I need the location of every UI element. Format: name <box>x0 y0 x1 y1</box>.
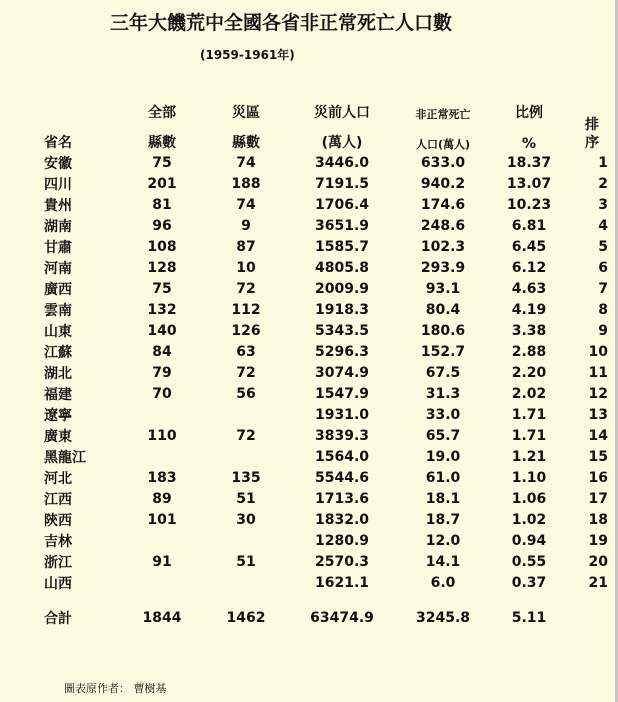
table-row <box>38 488 614 509</box>
cell-abnormal-deaths: 65.7 <box>425 427 461 444</box>
cell-rank: 6 <box>598 259 608 276</box>
cell-ratio: 1.71 <box>511 427 547 444</box>
cell-ratio: 1.21 <box>511 448 547 465</box>
header-rank <box>570 96 614 152</box>
cell-disaster-counties <box>206 572 286 593</box>
cell-abnormal-deaths: 67.5 <box>425 364 461 381</box>
cell-total-counties: 75 <box>152 154 172 171</box>
cell-province: 廣西 <box>44 281 72 298</box>
cell-rank: 21 <box>588 574 608 591</box>
cell-total-counties: 96 <box>152 217 172 234</box>
cell-disaster-counties: 51 <box>236 553 256 570</box>
cell-province: 河南 <box>44 260 72 277</box>
cell-total-counties: 70 <box>152 385 172 402</box>
header-rank-line1: 排 <box>585 117 599 133</box>
cell-disaster-counties <box>206 446 286 467</box>
cell-rank: 2 <box>598 175 608 192</box>
cell-rank: 10 <box>588 343 608 360</box>
cell-pre-population: 3446.0 <box>314 154 370 171</box>
pre-population-sum: 63474.9 <box>310 609 374 626</box>
header-province-blank <box>38 96 118 122</box>
cell-abnormal-deaths: 174.6 <box>420 196 466 213</box>
cell-province: 吉林 <box>44 533 72 550</box>
table-row <box>38 173 614 194</box>
cell-rank: 3 <box>598 196 608 213</box>
cell-total-counties: 108 <box>147 238 177 255</box>
cell-disaster-counties: 87 <box>236 238 256 255</box>
cell-disaster-counties: 112 <box>231 301 261 318</box>
cell-ratio: 1.10 <box>511 469 547 486</box>
cell-province: 湖南 <box>44 218 72 235</box>
cell-ratio: 3.38 <box>511 322 547 339</box>
cell-ratio: 6.12 <box>511 259 547 276</box>
cell-province: 雲南 <box>44 302 72 319</box>
cell-province: 山西 <box>44 575 72 592</box>
cell-disaster-counties: 188 <box>231 175 261 192</box>
table-row <box>38 215 614 236</box>
table-body <box>38 152 614 593</box>
cell-total-counties: 128 <box>147 259 177 276</box>
table-row <box>38 404 614 425</box>
cell-total-counties: 132 <box>147 301 177 318</box>
abnormal-deaths-sum: 3245.8 <box>415 609 471 626</box>
cell-rank: 19 <box>588 532 608 549</box>
cell-abnormal-deaths: 31.3 <box>425 385 461 402</box>
header-total-counties-line2: 縣數 <box>148 135 176 151</box>
cell-province: 河北 <box>44 470 72 487</box>
cell-pre-population: 5343.5 <box>314 322 370 339</box>
cell-province: 甘肅 <box>44 239 72 256</box>
cell-abnormal-deaths: 19.0 <box>425 448 461 465</box>
cell-disaster-counties: 74 <box>236 154 256 171</box>
cell-total-counties <box>118 572 206 593</box>
cell-rank: 18 <box>588 511 608 528</box>
cell-disaster-counties: 72 <box>236 364 256 381</box>
header-rank-line2: 序 <box>585 135 599 151</box>
total-label: 合計 <box>44 610 72 627</box>
cell-province: 浙江 <box>44 554 72 571</box>
total-row <box>38 607 614 628</box>
cell-abnormal-deaths: 293.9 <box>420 259 466 276</box>
header-ratio-line1: 比例 <box>515 105 543 121</box>
cell-disaster-counties: 72 <box>236 427 256 444</box>
table-row <box>38 236 614 257</box>
cell-pre-population: 4805.8 <box>314 259 370 276</box>
cell-total-counties: 201 <box>147 175 177 192</box>
table-row <box>38 341 614 362</box>
cell-disaster-counties: 56 <box>236 385 256 402</box>
cell-rank: 7 <box>598 280 608 297</box>
table-row <box>38 320 614 341</box>
cell-ratio: 4.63 <box>511 280 547 297</box>
cell-pre-population: 2009.9 <box>314 280 370 297</box>
cell-disaster-counties: 63 <box>236 343 256 360</box>
cell-rank: 9 <box>598 322 608 339</box>
table-row <box>38 551 614 572</box>
cell-abnormal-deaths: 18.1 <box>425 490 461 507</box>
table-row <box>38 278 614 299</box>
cell-ratio: 1.71 <box>511 406 547 423</box>
cell-province: 福建 <box>44 386 72 403</box>
header-pre-population-line1: 災前人口 <box>314 105 370 121</box>
header-pre-population-line2: (萬人) <box>321 135 363 151</box>
cell-total-counties: 101 <box>147 511 177 528</box>
cell-ratio: 4.19 <box>511 301 547 318</box>
cell-province: 湖北 <box>44 365 72 382</box>
cell-abnormal-deaths: 180.6 <box>420 322 466 339</box>
cell-province: 江西 <box>44 491 72 508</box>
header-ratio-line2: % <box>521 136 537 152</box>
header-row-2 <box>38 122 614 152</box>
cell-rank: 11 <box>588 364 608 381</box>
cell-total-counties <box>118 530 206 551</box>
cell-abnormal-deaths: 14.1 <box>425 553 461 570</box>
cell-total-counties: 81 <box>152 196 172 213</box>
header-disaster-counties-line1: 災區 <box>232 105 260 121</box>
cell-ratio: 6.81 <box>511 217 547 234</box>
cell-abnormal-deaths: 33.0 <box>425 406 461 423</box>
cell-rank: 16 <box>588 469 608 486</box>
cell-ratio: 2.20 <box>511 364 547 381</box>
header-row-1 <box>38 96 614 122</box>
cell-rank: 4 <box>598 217 608 234</box>
cell-pre-population: 1931.0 <box>314 406 370 423</box>
header-abnormal-deaths-line1: 非正常死亡 <box>415 108 471 121</box>
cell-pre-population: 1706.4 <box>314 196 370 213</box>
table-row <box>38 530 614 551</box>
cell-total-counties: 110 <box>147 427 177 444</box>
cell-rank: 14 <box>588 427 608 444</box>
cell-pre-population: 5296.3 <box>314 343 370 360</box>
cell-disaster-counties: 72 <box>236 280 256 297</box>
table-row <box>38 194 614 215</box>
spacer-row <box>38 593 614 607</box>
cell-abnormal-deaths: 248.6 <box>420 217 466 234</box>
ratio-overall: 5.11 <box>511 609 547 626</box>
cell-ratio: 2.02 <box>511 385 547 402</box>
cell-province: 貴州 <box>44 197 72 214</box>
cell-province: 廣東 <box>44 428 72 445</box>
cell-rank: 8 <box>598 301 608 318</box>
cell-disaster-counties: 9 <box>241 217 251 234</box>
cell-province: 四川 <box>44 176 72 193</box>
cell-rank: 15 <box>588 448 608 465</box>
cell-pre-population: 1280.9 <box>314 532 370 549</box>
cell-ratio: 2.88 <box>511 343 547 360</box>
cell-province: 江蘇 <box>44 344 72 361</box>
cell-pre-population: 3074.9 <box>314 364 370 381</box>
cell-pre-population: 1585.7 <box>314 238 370 255</box>
cell-ratio: 0.94 <box>511 532 547 549</box>
cell-total-counties: 140 <box>147 322 177 339</box>
cell-rank: 13 <box>588 406 608 423</box>
cell-abnormal-deaths: 80.4 <box>425 301 461 318</box>
cell-disaster-counties <box>206 530 286 551</box>
cell-rank: 1 <box>598 154 608 171</box>
cell-pre-population: 1547.9 <box>314 385 370 402</box>
table-row <box>38 362 614 383</box>
table-row <box>38 425 614 446</box>
cell-abnormal-deaths: 102.3 <box>420 238 466 255</box>
cell-pre-population: 1621.1 <box>314 574 370 591</box>
cell-pre-population: 1564.0 <box>314 448 370 465</box>
cell-abnormal-deaths: 940.2 <box>420 175 466 192</box>
cell-disaster-counties: 126 <box>231 322 261 339</box>
rank-blank <box>570 607 614 628</box>
cell-total-counties: 84 <box>152 343 172 360</box>
cell-ratio: 18.37 <box>506 154 552 171</box>
table-row <box>38 383 614 404</box>
cell-total-counties: 91 <box>152 553 172 570</box>
cell-abnormal-deaths: 633.0 <box>420 154 466 171</box>
cell-rank: 12 <box>588 385 608 402</box>
cell-ratio: 1.02 <box>511 511 547 528</box>
author-credit: 圖表原作者： 曹樹基 <box>64 682 167 695</box>
cell-province: 陝西 <box>44 512 72 529</box>
cell-abnormal-deaths: 18.7 <box>425 511 461 528</box>
cell-abnormal-deaths: 6.0 <box>430 574 456 591</box>
table-row <box>38 572 614 593</box>
cell-pre-population: 3651.9 <box>314 217 370 234</box>
cell-disaster-counties: 30 <box>236 511 256 528</box>
cell-ratio: 6.45 <box>511 238 547 255</box>
cell-disaster-counties: 135 <box>231 469 261 486</box>
disaster-counties-sum: 1462 <box>226 609 266 626</box>
cell-province: 遼寧 <box>44 407 72 424</box>
cell-total-counties <box>118 446 206 467</box>
cell-pre-population: 1832.0 <box>314 511 370 528</box>
header-abnormal-deaths-line2: 人口(萬人) <box>415 138 471 151</box>
table-row <box>38 467 614 488</box>
cell-pre-population: 7191.5 <box>314 175 370 192</box>
cell-pre-population: 1713.6 <box>314 490 370 507</box>
cell-disaster-counties <box>206 404 286 425</box>
cell-total-counties: 183 <box>147 469 177 486</box>
cell-ratio: 10.23 <box>506 196 552 213</box>
table-row <box>38 299 614 320</box>
table-row <box>38 152 614 173</box>
cell-pre-population: 5544.6 <box>314 469 370 486</box>
cell-total-counties <box>118 404 206 425</box>
table-row <box>38 446 614 467</box>
cell-abnormal-deaths: 152.7 <box>420 343 466 360</box>
total-counties-sum: 1844 <box>142 609 182 626</box>
cell-ratio: 0.55 <box>511 553 547 570</box>
cell-province: 黑龍江 <box>44 449 86 466</box>
cell-abnormal-deaths: 61.0 <box>425 469 461 486</box>
cell-total-counties: 79 <box>152 364 172 381</box>
cell-ratio: 0.37 <box>511 574 547 591</box>
header-province: 省名 <box>44 135 72 151</box>
cell-province: 安徽 <box>44 155 72 172</box>
cell-pre-population: 2570.3 <box>314 553 370 570</box>
cell-disaster-counties: 10 <box>236 259 256 276</box>
cell-total-counties: 75 <box>152 280 172 297</box>
cell-rank: 20 <box>588 553 608 570</box>
cell-abnormal-deaths: 93.1 <box>425 280 461 297</box>
cell-rank: 5 <box>598 238 608 255</box>
famine-death-table <box>38 96 614 628</box>
cell-province: 山東 <box>44 323 72 340</box>
cell-rank: 17 <box>588 490 608 507</box>
page-subtitle: (1959-1961年) <box>200 48 295 62</box>
header-disaster-counties-line2: 縣數 <box>232 135 260 151</box>
table-row <box>38 509 614 530</box>
cell-abnormal-deaths: 12.0 <box>425 532 461 549</box>
cell-pre-population: 1918.3 <box>314 301 370 318</box>
cell-ratio: 13.07 <box>506 175 552 192</box>
cell-pre-population: 3839.3 <box>314 427 370 444</box>
header-total-counties-line1: 全部 <box>148 105 176 121</box>
cell-total-counties: 89 <box>152 490 172 507</box>
table-row <box>38 257 614 278</box>
cell-disaster-counties: 74 <box>236 196 256 213</box>
cell-disaster-counties: 51 <box>236 490 256 507</box>
cell-ratio: 1.06 <box>511 490 547 507</box>
page-title: 三年大饑荒中全國各省非正常死亡人口數 <box>110 12 453 34</box>
